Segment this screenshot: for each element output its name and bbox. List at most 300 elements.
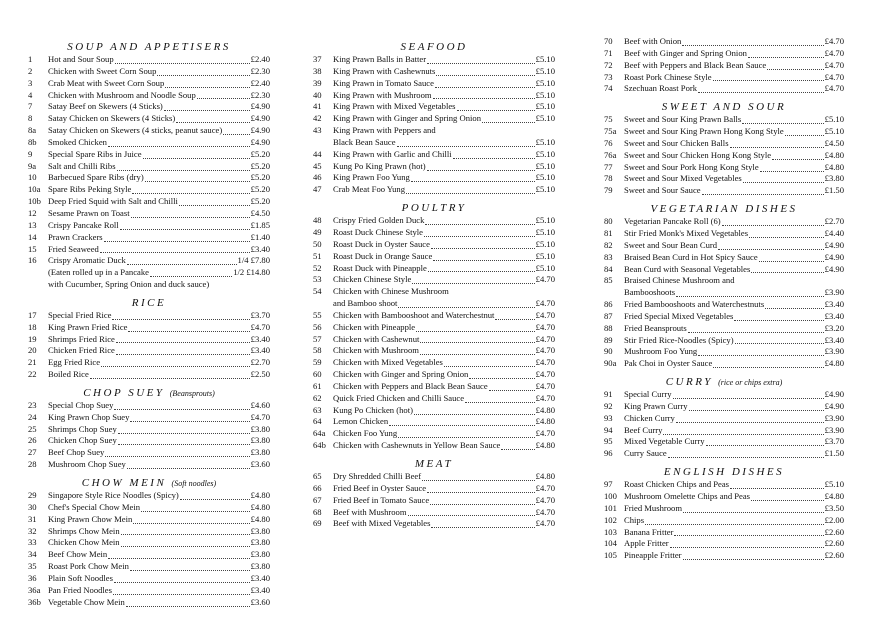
item-price: £4.70 — [824, 71, 844, 82]
item-number: 41 — [313, 101, 322, 112]
menu-section — [28, 386, 270, 476]
dot-leader — [730, 140, 824, 148]
item-number: 103 — [604, 526, 617, 537]
item-price: £4.90 — [824, 400, 844, 411]
item-number: 15 — [28, 243, 37, 254]
item-name: Satay Beef on Skewers (4 Sticks) — [48, 101, 163, 112]
section-title — [28, 40, 270, 54]
dot-leader — [465, 395, 535, 403]
item-price: £3.90 — [824, 287, 844, 298]
item-name: Chicken with Mixed Vegetables — [333, 357, 443, 368]
item-number: 42 — [313, 113, 322, 124]
dot-leader — [118, 426, 250, 434]
item-number: 22 — [28, 369, 37, 380]
menu-item — [313, 381, 555, 393]
item-name: Special Chop Suey — [48, 399, 114, 410]
item-price: £3.80 — [250, 435, 270, 446]
menu-item — [28, 400, 270, 412]
dot-leader — [116, 335, 250, 343]
item-name: Crab Meat with Sweet Corn Soup — [48, 77, 165, 88]
menu-item — [313, 357, 555, 369]
dot-leader — [132, 186, 249, 194]
menu-item — [313, 440, 555, 452]
item-number: 3 — [28, 77, 33, 88]
item-number: 76 — [604, 137, 613, 148]
menu-item — [313, 66, 555, 78]
item-price: £5.10 — [535, 226, 555, 237]
menu-item — [313, 345, 555, 357]
dot-leader — [482, 115, 535, 123]
item-price: £4.70 — [535, 494, 555, 505]
menu-item — [28, 597, 270, 609]
item-name: (Eaten rolled up in a Pancake — [48, 267, 149, 278]
menu-item — [28, 447, 270, 459]
item-name-continued: and Bamboo shoot — [333, 298, 398, 309]
item-price: £3.40 — [824, 310, 844, 321]
menu-item — [313, 78, 555, 90]
menu-section — [313, 201, 555, 457]
item-number: 94 — [604, 424, 613, 435]
item-name: Beef with Peppers and Black Bean Sauce — [624, 59, 767, 70]
dot-leader — [682, 38, 823, 46]
section-title — [313, 201, 555, 215]
item-number: 9 — [28, 148, 33, 159]
dot-leader — [117, 163, 250, 171]
item-price: £3.40 — [250, 333, 270, 344]
section-title-text: RICE — [131, 296, 167, 309]
item-number: 48 — [313, 215, 322, 226]
item-number: 75 — [604, 114, 613, 125]
menu-item — [28, 502, 270, 514]
item-name: Fried Bambooshoots and Waterchestnuts — [624, 299, 765, 310]
item-price: £5.10 — [824, 126, 844, 137]
item-price: £4.90 — [250, 136, 270, 147]
item-number: 36 — [28, 572, 37, 583]
item-name: King Prawn with Mixed Vegetables — [333, 101, 456, 112]
menu-item — [604, 48, 844, 60]
menu-item — [604, 323, 844, 335]
dot-leader — [722, 218, 824, 226]
dot-leader — [713, 73, 824, 81]
item-number: 9a — [28, 160, 37, 171]
item-price: £2.60 — [824, 550, 844, 561]
item-name: Prawn Crackers — [48, 231, 103, 242]
item-number: 32 — [28, 525, 37, 536]
item-number: 89 — [604, 334, 613, 345]
item-number: 78 — [604, 173, 613, 184]
item-number: 77 — [604, 161, 613, 172]
item-name: Spare Ribs Peking Style — [48, 184, 132, 195]
item-number: 90 — [604, 346, 613, 357]
item-name: Fried Special Mixed Vegetables — [624, 310, 734, 321]
item-price: £2.50 — [250, 369, 270, 380]
item-name: Pan Fried Noodles — [48, 584, 112, 595]
item-name: Crispy Aromatic Duck — [48, 255, 126, 266]
item-name: Beef with Mushroom — [333, 506, 407, 517]
section-title — [313, 457, 555, 471]
item-name: King Prawn Fried Rice — [48, 321, 128, 332]
item-number: 57 — [313, 333, 322, 344]
item-price: £3.40 — [250, 345, 270, 356]
item-number: 21 — [28, 357, 37, 368]
item-price: £3.80 — [250, 525, 270, 536]
menu-item — [28, 334, 270, 346]
item-price: £2.30 — [250, 65, 270, 76]
dot-leader — [713, 360, 823, 368]
item-number: 90a — [604, 358, 617, 369]
item-name: Sweet and Sour King Prawn Balls — [624, 114, 742, 125]
item-number: 33 — [28, 537, 37, 548]
dot-leader — [430, 497, 535, 505]
dot-leader — [751, 493, 824, 501]
item-number: 64b — [313, 440, 326, 451]
menu-item — [28, 561, 270, 573]
item-number: 36a — [28, 584, 41, 595]
menu-item — [28, 412, 270, 424]
item-price: £5.10 — [535, 54, 555, 64]
menu-item — [313, 227, 555, 239]
item-name: Szechuan Roast Pork — [624, 83, 698, 94]
section-title — [604, 100, 844, 114]
item-name: Braised Bean Curd in Hot Spicy Sauce — [624, 251, 758, 262]
menu-item — [313, 113, 555, 125]
dot-leader — [749, 230, 824, 238]
menu-section — [313, 457, 555, 535]
section-gap — [604, 562, 844, 567]
item-number: 87 — [604, 310, 613, 321]
section-title-text: CURRY — [665, 376, 713, 389]
item-price: £4.70 — [824, 59, 844, 70]
item-number: 55 — [313, 309, 322, 320]
item-name: Deep Fried Squid with Salt and Chilli — [48, 196, 178, 207]
item-number: 31 — [28, 513, 37, 524]
item-name: Fried Beef in Tomato Sauce — [333, 494, 430, 505]
dot-leader — [785, 128, 824, 136]
item-name: Chicken with Peppers and Black Bean Sauce — [333, 380, 488, 391]
section-title — [604, 375, 844, 389]
page-bottom-edge — [0, 626, 870, 632]
menu-item — [28, 101, 270, 113]
menu-item — [28, 459, 270, 471]
item-number: 30 — [28, 501, 37, 512]
item-name: Chicken with Ginger and Spring Onion — [333, 369, 469, 380]
menu-item — [604, 264, 844, 276]
item-number: 39 — [313, 77, 322, 88]
menu-item — [313, 483, 555, 495]
section-title — [313, 40, 555, 54]
item-name: Salt and Chilli Ribs — [48, 160, 116, 171]
dot-leader — [408, 508, 535, 516]
item-number: 91 — [604, 389, 613, 400]
dot-leader — [420, 335, 534, 343]
item-price: £3.40 — [824, 299, 844, 310]
dot-leader — [735, 336, 824, 344]
item-name: Shrimps Chop Suey — [48, 423, 117, 434]
dot-leader — [425, 217, 534, 225]
item-name: Fried Seaweed — [48, 243, 99, 254]
item-name: Mushroom Foo Yung — [624, 346, 698, 357]
item-price: £3.70 — [250, 309, 270, 320]
section-title — [604, 202, 844, 216]
menu-column-left — [28, 0, 270, 613]
menu-item — [28, 66, 270, 78]
menu-item — [313, 416, 555, 428]
item-number: 43 — [313, 125, 322, 136]
item-number: 100 — [604, 491, 617, 501]
item-number: 10a — [28, 184, 41, 195]
dot-leader — [112, 312, 249, 320]
item-price: £3.80 — [250, 549, 270, 560]
menu-item-description: with Cucumber, Spring Onion and duck sauce) — [48, 279, 210, 290]
dot-leader — [100, 245, 250, 253]
item-name: Mushroom Omelette Chips and Peas — [624, 491, 751, 501]
item-price: £4.80 — [535, 440, 555, 451]
menu-item — [313, 149, 555, 161]
item-number: 19 — [28, 333, 37, 344]
item-number: 62 — [313, 392, 322, 403]
item-name: King Prawn Balls in Batter — [333, 54, 427, 64]
item-price: £5.10 — [535, 160, 555, 171]
item-price: £4.70 — [824, 47, 844, 58]
item-price: £4.80 — [250, 513, 270, 524]
menu-section — [28, 40, 270, 296]
menu-item — [604, 162, 844, 174]
item-name: Hot and Sour Soup — [48, 54, 114, 64]
dot-leader — [108, 551, 249, 559]
menu-item — [28, 113, 270, 125]
item-price: £4.80 — [250, 490, 270, 500]
section-title — [28, 476, 270, 490]
dot-leader — [165, 80, 249, 88]
menu-item — [604, 126, 844, 138]
item-name: King Prawn Chow Mein — [48, 513, 133, 524]
item-number: 84 — [604, 263, 613, 274]
item-name: Sweet and Sour Chicken Hong Kong Style — [624, 149, 772, 160]
dot-leader — [141, 504, 250, 512]
item-price: £3.70 — [824, 436, 844, 447]
item-number: 1 — [28, 54, 33, 64]
menu-item — [313, 507, 555, 519]
item-price: £3.90 — [824, 412, 844, 423]
item-price: £4.70 — [535, 309, 555, 320]
item-name: Roast Duck in Orange Sauce — [333, 250, 433, 261]
item-number: 13 — [28, 219, 37, 230]
dot-leader — [223, 127, 249, 135]
dot-leader — [670, 540, 824, 548]
item-name: Chicken with Sweet Corn Soup — [48, 65, 157, 76]
item-price: £4.80 — [824, 161, 844, 172]
menu-item — [604, 538, 844, 550]
menu-column-right — [604, 0, 844, 567]
dot-leader — [115, 56, 250, 64]
dot-leader — [389, 418, 535, 426]
item-number: 61 — [313, 380, 322, 391]
item-name: Special Curry — [624, 389, 672, 400]
item-name: Sweet and Sour Mixed Vegetables — [624, 173, 742, 184]
menu-section — [28, 476, 270, 613]
menu-item — [313, 251, 555, 263]
dot-leader — [116, 347, 250, 355]
item-price: £4.90 — [824, 263, 844, 274]
menu-section — [604, 36, 844, 100]
menu-item — [604, 275, 844, 287]
item-name: Beef with Mixed Vegetables — [333, 518, 431, 529]
item-price: £5.20 — [250, 160, 270, 171]
dot-leader — [435, 80, 535, 88]
item-name: Chef's Special Chow Mein — [48, 501, 141, 512]
dot-leader — [130, 414, 249, 422]
item-number: 16 — [28, 255, 37, 266]
item-price: £4.50 — [250, 207, 270, 218]
item-name: Apple Fritter — [624, 538, 669, 549]
item-price: £4.70 — [535, 298, 555, 309]
item-price: £5.10 — [535, 238, 555, 249]
dot-leader — [683, 552, 824, 560]
item-number: 65 — [313, 471, 322, 481]
item-name: Beef with Ginger and Spring Onion — [624, 47, 747, 58]
item-price: £5.10 — [535, 136, 555, 147]
item-price: £5.20 — [250, 184, 270, 195]
menu-item — [604, 479, 844, 491]
menu-item — [313, 428, 555, 440]
item-price: £2.70 — [824, 216, 844, 227]
item-number: 93 — [604, 412, 613, 423]
item-name: Chicken with Chinese Mushroom — [333, 286, 449, 297]
item-name: Chicken Foo Yung — [333, 428, 398, 439]
item-price: £4.40 — [824, 227, 844, 238]
menu-item — [313, 263, 555, 275]
item-price: £4.70 — [535, 482, 555, 493]
item-name: Plain Soft Noodles — [48, 572, 113, 583]
item-price: £2.60 — [824, 526, 844, 537]
menu-item — [604, 413, 844, 425]
item-price: £4.70 — [535, 333, 555, 344]
dot-leader — [416, 324, 535, 332]
menu-item-continued — [313, 137, 555, 149]
item-price: £3.40 — [250, 243, 270, 254]
item-number: 50 — [313, 238, 322, 249]
item-number: 64a — [313, 428, 326, 439]
dot-leader — [180, 492, 250, 500]
item-name: Bean Curd with Seasonal Vegetables — [624, 263, 751, 274]
dot-leader — [420, 347, 535, 355]
item-number: 8 — [28, 113, 33, 124]
item-price: £4.70 — [250, 321, 270, 332]
item-name: Pak Choi in Oyster Sauce — [624, 358, 713, 369]
item-name: Chicken Curry — [624, 412, 675, 423]
menu-item — [604, 550, 844, 562]
item-name: Roast Duck with Pineapple — [333, 262, 427, 273]
menu-item — [313, 161, 555, 173]
menu-item — [313, 369, 555, 381]
item-price: £1.85 — [250, 219, 270, 230]
item-number: 35 — [28, 561, 37, 572]
item-price: £2.60 — [824, 538, 844, 549]
section-title-note: (rice or chips extra) — [718, 378, 783, 388]
item-number: 71 — [604, 47, 613, 58]
item-number: 92 — [604, 400, 613, 411]
item-name: Beef Curry — [624, 424, 663, 435]
item-number: 17 — [28, 309, 37, 320]
item-number: 58 — [313, 345, 322, 356]
item-name: Mixed Vegetable Curry — [624, 436, 705, 447]
item-name: Banana Fritter — [624, 526, 674, 537]
item-name: Shrimps Fried Rice — [48, 333, 115, 344]
section-title-note: (Beansprouts) — [169, 388, 215, 398]
menu-section — [604, 202, 844, 375]
dot-leader — [118, 437, 250, 445]
menu-item — [604, 491, 844, 503]
item-name: Sweet and Sour Bean Curd — [624, 239, 718, 250]
dot-leader — [127, 461, 250, 469]
section-title-text: CHOP SUEY — [83, 386, 165, 399]
menu-item — [313, 101, 555, 113]
menu-item — [28, 526, 270, 538]
menu-item — [604, 138, 844, 150]
item-number: 59 — [313, 357, 322, 368]
item-price: £5.10 — [535, 113, 555, 124]
item-name: Sesame Prawn on Toast — [48, 207, 130, 218]
dot-leader — [759, 254, 824, 262]
item-name: Chicken Chop Suey — [48, 435, 117, 446]
item-price: £5.20 — [250, 196, 270, 207]
item-name: Barbecued Spare Ribs (dry) — [48, 172, 144, 183]
item-price: £5.10 — [535, 148, 555, 159]
item-price: £4.80 — [535, 416, 555, 427]
item-number: 24 — [28, 411, 37, 422]
section-gap — [313, 530, 555, 535]
section-title — [28, 386, 270, 400]
item-price: £4.70 — [535, 369, 555, 380]
section-title-text: SOUP AND APPETISERS — [67, 41, 231, 53]
dot-leader — [133, 516, 249, 524]
dot-leader — [748, 50, 824, 58]
dot-leader — [131, 210, 250, 218]
item-name: Fried Beef in Oyster Sauce — [333, 482, 427, 493]
section-title-text: SEAFOOD — [400, 41, 468, 53]
item-number: 67 — [313, 494, 322, 505]
dot-leader — [179, 198, 250, 206]
item-price: £3.20 — [824, 322, 844, 333]
item-price: £4.80 — [535, 404, 555, 415]
item-name: Chicken Fried Rice — [48, 345, 115, 356]
item-number: 54 — [313, 286, 322, 297]
item-name: Fried Beansprouts — [624, 322, 687, 333]
menu-section — [604, 375, 844, 465]
section-title-text: VEGETARIAN DISHES — [650, 203, 798, 216]
item-name: King Prawn Foo Yung — [333, 172, 410, 183]
menu-item — [604, 173, 844, 185]
menu-item — [604, 401, 844, 413]
menu-section — [28, 296, 270, 386]
item-name: Chicken Chinese Style — [333, 274, 412, 285]
dot-leader — [108, 139, 250, 147]
dot-leader — [114, 575, 250, 583]
item-name: Stir Fried Monk's Mixed Vegetables — [624, 227, 749, 238]
section-title-text: MEAT — [414, 458, 454, 470]
item-number: 60 — [313, 369, 322, 380]
dot-leader — [742, 116, 823, 124]
menu-column-middle — [313, 0, 555, 535]
item-name: Boiled Rice — [48, 369, 89, 380]
dot-leader — [427, 163, 535, 171]
dot-leader — [433, 91, 535, 99]
dot-leader — [431, 241, 535, 249]
item-name: Roast Duck Chinese Style — [333, 226, 423, 237]
dot-leader — [436, 68, 534, 76]
item-price: £5.10 — [824, 479, 844, 490]
item-name: Chicken with Cashewnuts in Yellow Bean Sauce — [333, 440, 501, 451]
